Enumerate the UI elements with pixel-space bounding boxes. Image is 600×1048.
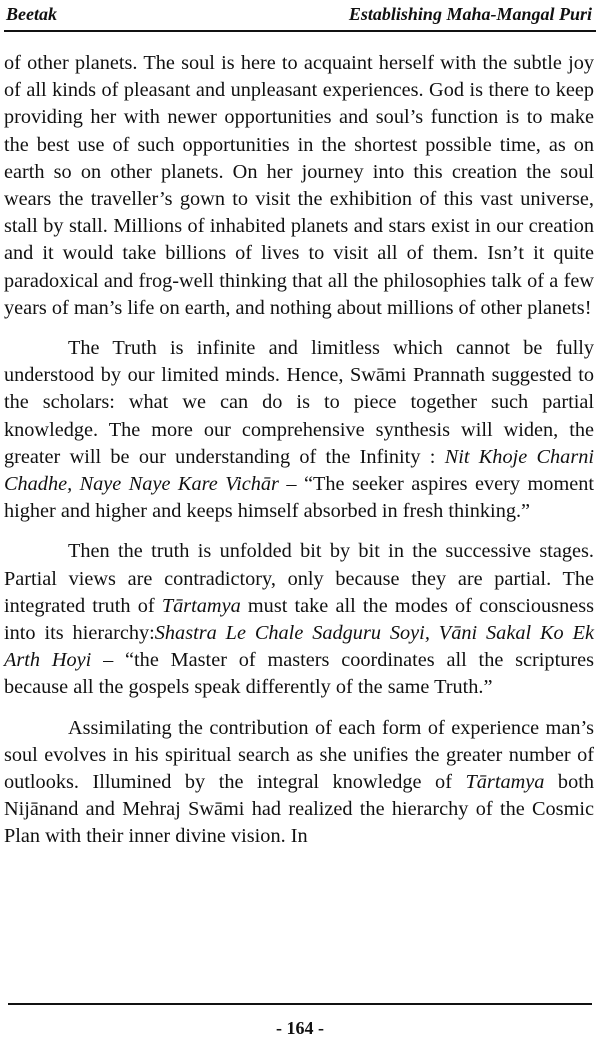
paragraph-3-text-2: must take all the modes of consciousness into its hierarchy: (4, 594, 594, 645)
header-book-title: Beetak (6, 4, 57, 24)
paragraph-4-text-2: both Nijānand and Mehraj Swāmi had realized the hierarchy of the Cosmic Plan with their inner divine vision. In (4, 771, 594, 848)
paragraph-3 (4, 538, 594, 701)
paragraph-4-term: Tārtamya (465, 771, 545, 794)
page-number: - 164 - (276, 1018, 324, 1038)
paragraph-3-quote: Shastra Le Chale Sadguru Soyi, Vāni Sakal Ko Ek Arth Hoyi (4, 622, 594, 672)
paragraph-3-text-3: – “the Master of masters coordinates all the scriptures because all the gospels speak differently of the same Truth.” (4, 649, 594, 699)
header-rule (4, 30, 596, 32)
paragraph-2 (4, 335, 594, 525)
page-body (4, 50, 594, 851)
paragraph-2-text-1: The Truth is infinite and limitless which cannot be fully understood by our limited minds. Hence, Swāmi Prannath suggested to the scholars: what we can do is to piece together such partial knowledge. The more our comprehensive synthesis will widen, the greater will be our understanding of the Infinity : (4, 337, 594, 468)
paragraph-3-term: Tārtamya (161, 594, 241, 617)
header-chapter-title: Establishing Maha-Mangal Puri (348, 4, 592, 24)
paragraph-1 (4, 50, 594, 322)
paragraph-4-text-1: Assimilating the contribution of each form of experience man’s soul evolves in his spiritual search as she unifies the greater number of outlooks. Illumined by the integral knowledge of (4, 716, 594, 794)
footer-rule (8, 1003, 592, 1005)
paragraph-3-text-1: Then the truth is unfolded bit by bit in the successive stages. Partial views are contradictory, only because they are partial. The integrated truth of (4, 540, 594, 617)
running-header (6, 2, 594, 28)
paragraph-2-quote: Nit Khoje Charni Chadhe, Naye Naye Kare Vichār (4, 445, 594, 496)
paragraph-1-text: of other planets. The soul is here to acquaint herself with the subtle joy of all kinds of pleasant and unpleasant experiences. God is there to keep providing her with newer opportunities and soul’s function is to make the best use of such opportunities in the shortest possible time, as on earth so on other planets. On her journey into this creation the soul wears the traveller’s gown to visit the exhibition of this vast universe, stall by stall. Millions of inhabited planets and stars exist in our creation and it would take billions of lives to visit all of them. Isn’t it quite paradoxical and frog-well thinking that all the philosophies talk of a few years of man’s life on earth, and nothing about millions of other planets! (4, 52, 594, 319)
paragraph-4 (4, 715, 594, 851)
paragraph-2-text-2: – “The seeker aspires every moment higher and higher and keeps himself absorbed in fresh thinking.” (4, 473, 594, 523)
